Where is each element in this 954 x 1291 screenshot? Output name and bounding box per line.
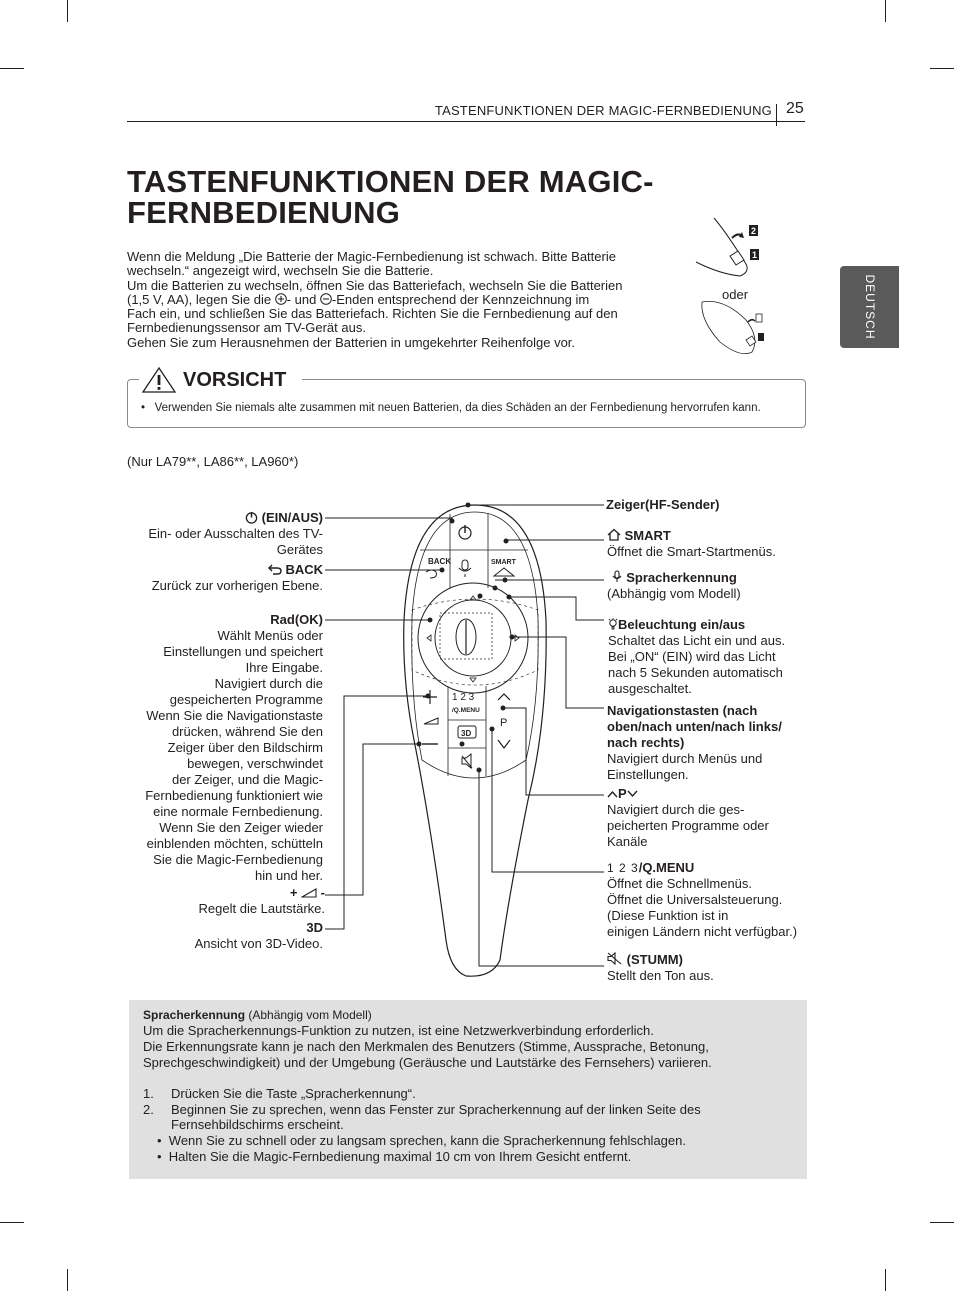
step-1-badge: 1 <box>751 250 758 260</box>
crop-mark <box>67 1269 68 1291</box>
chevron-up-icon <box>607 790 618 798</box>
note-title-suffix: (Abhängig vom Modell) <box>245 1008 372 1022</box>
step-text: Drücken Sie die Taste „Spracherkennung“. <box>171 1086 416 1101</box>
power-label <box>148 510 323 558</box>
step-text: Beginnen Sie zu sprechen, wenn das Fenster zur Spracherkennung auf der linken Seite des <box>171 1102 701 1117</box>
qmenu-desc: (Diese Funktion ist in <box>607 908 729 923</box>
three-d-label <box>195 920 323 952</box>
note-line: Um die Spracherkennungs-Funktion zu nutzen, ist eine Netzwerkverbindung erforderlich. <box>143 1023 654 1038</box>
navigation-label <box>607 703 782 783</box>
smart-desc: Öffnet die Smart-Startmenüs. <box>607 544 776 559</box>
back-desc: Zurück zur vorherigen Ebene. <box>151 578 323 593</box>
step-2-badge: 2 <box>750 226 757 236</box>
program-desc: peicherten Programme oder <box>607 818 769 833</box>
volume-ramp-icon <box>301 888 317 898</box>
program-desc: Navigiert durch die ges- <box>607 802 745 817</box>
or-label: oder <box>722 287 749 302</box>
microphone-icon <box>611 570 623 583</box>
three-d-button-label: 3D <box>461 729 472 738</box>
back-label <box>152 562 323 594</box>
language-tab-label: DEUTSCH <box>862 274 877 340</box>
power-icon <box>245 511 258 524</box>
program-title: P <box>618 786 627 801</box>
wheel-desc: drücken, während Sie den <box>171 724 323 739</box>
qmenu-label <box>607 860 797 940</box>
back-title: BACK <box>285 562 323 577</box>
intro-line: Wenn die Meldung „Die Batterie der Magic-Fernbedienung ist schwach. Bitte Batterie <box>127 249 616 264</box>
qmenu-desc: Öffnet die Schnellmenüs. <box>607 876 753 891</box>
crop-mark <box>930 1222 954 1223</box>
wheel-desc: Wenn Sie den Zeiger wieder <box>159 820 323 835</box>
wheel-desc: Wählt Menüs oder <box>217 628 323 643</box>
bullet-text: Halten Sie die Magic-Fernbedienung maximal 10 cm von Ihrem Gesicht entfernt. <box>168 1149 632 1164</box>
bullet-item: • Wenn Sie zu schnell oder zu langsam sprechen, kann die Spracherkennung fehlschlagen. <box>157 1133 686 1148</box>
intro-fragment: - und <box>286 291 320 307</box>
light-desc: ausgeschaltet. <box>608 681 692 696</box>
bullet-text: Wenn Sie zu schnell oder zu langsam sprechen, kann die Spracherkennung fehlschlagen. <box>168 1133 686 1148</box>
light-title: Beleuchtung ein/aus <box>618 617 746 632</box>
light-bulb-icon <box>608 618 618 630</box>
power-desc: Ein- oder Ausschalten des TV- <box>148 526 323 541</box>
mute-desc: Stellt den Ton aus. <box>607 968 714 983</box>
running-header: TASTENFUNKTIONEN DER MAGIC-FERNBEDIENUNG <box>434 103 772 118</box>
crop-mark <box>0 1222 24 1223</box>
navigation-desc: Einstellungen. <box>607 767 689 782</box>
wheel-desc: Sie die Magic-Fernbedienung <box>153 852 323 867</box>
smart-button-label: SMART <box>491 559 516 566</box>
wheel-desc: bewegen, verschwindet <box>187 756 323 771</box>
wheel-desc: Zeiger über den Bildschirm <box>167 740 323 755</box>
wheel-desc: einblenden möchten, schütteln <box>146 836 323 851</box>
wheel-desc: hin und her. <box>255 868 323 883</box>
page-title-line1: TASTENFUNKTIONEN DER MAGIC- <box>127 164 654 199</box>
home-icon <box>607 528 621 541</box>
step-number: 1. <box>143 1086 154 1101</box>
wheel-desc: Wenn Sie die Navigationstaste <box>146 708 323 723</box>
step-number: 2. <box>143 1102 154 1117</box>
qmenu-desc: einigen Ländern nicht verfügbar.) <box>607 924 798 939</box>
three-d-desc: Ansicht von 3D-Video. <box>194 936 323 951</box>
model-note: (Nur LA79**, LA86**, LA960*) <box>127 454 299 469</box>
qmenu-desc: Öffnet die Universalsteuerung. <box>607 892 783 907</box>
note-title: Spracherkennung <box>143 1008 246 1022</box>
back-arrow-icon <box>268 563 282 575</box>
wheel-title: Rad(OK) <box>270 612 323 627</box>
wheel-desc: Einstellungen und speichert <box>163 644 323 659</box>
caution-text: • Verwenden Sie niemals alte zusammen mit neuen Batterien, da dies Schäden an der Fernbedienung hervorrufen kann. <box>141 402 761 414</box>
voice-title: Spracherkennung <box>626 570 737 585</box>
caution-label: VORSICHT <box>183 369 287 391</box>
wheel-desc: eine normale Fernbedienung. <box>153 804 323 819</box>
caution-text-body: Verwenden Sie niemals alte zusammen mit neuen Batterien, da dies Schäden an der Fernbedienung hervorrufen kann. <box>154 402 761 414</box>
volume-desc: Regelt die Lautstärke. <box>198 901 325 916</box>
qmenu-digits-label: 1 2 3 <box>452 692 475 703</box>
voice-recognition-note <box>129 1000 807 1179</box>
step-text: Fernsehbildschirms erscheint. <box>171 1117 344 1132</box>
navigation-title: Navigationstasten (nach <box>607 703 758 718</box>
program-label <box>607 786 769 850</box>
voice-label <box>607 570 741 602</box>
crop-mark <box>885 1269 886 1291</box>
smart-label <box>607 528 776 560</box>
back-button-label: BACK <box>428 557 452 566</box>
qmenu-button-label: /Q.MENU <box>452 707 480 714</box>
intro-line: Fach ein, und schließen Sie das Batteriefach. Richten Sie die Fernbedienung auf den <box>127 306 618 322</box>
intro-line: Um die Batterien zu wechseln, öffnen Sie das Batteriefach, wechseln Sie die Batterien <box>127 277 623 293</box>
light-desc: nach 5 Sekunden automatisch <box>608 665 783 680</box>
power-title: (EIN/AUS) <box>261 510 323 525</box>
navigation-title: oben/nach unten/nach links/ <box>607 719 782 734</box>
wheel-desc: gespeicherten Programme <box>169 692 323 707</box>
page-number: 25 <box>786 100 804 117</box>
navigation-desc: Navigiert durch Menüs und <box>607 751 763 766</box>
note-line: Sprechgeschwindigkeit) und der Umgebung (Geräusche und Lautstärke des Fernsehers) variieren. <box>143 1055 712 1070</box>
program-button-label: P <box>500 717 508 729</box>
voice-desc: (Abhängig vom Modell) <box>607 586 741 601</box>
three-d-title: 3D <box>306 920 323 935</box>
intro-fragment: -Enden entsprechend der Kennzeichnung im <box>331 291 590 307</box>
volume-minus: - <box>320 885 325 900</box>
qmenu-title: /Q.MENU <box>638 860 695 875</box>
wheel-desc: Navigiert durch die <box>214 676 323 691</box>
light-desc: Schaltet das Licht ein und aus. <box>608 633 786 648</box>
pointer-label <box>606 497 719 513</box>
wheel-desc: der Zeiger, und die Magic- <box>171 772 323 787</box>
smart-title: SMART <box>624 528 671 543</box>
power-desc: Gerätes <box>276 542 323 557</box>
navigation-title: nach rechts) <box>607 735 685 750</box>
intro-line: Gehen Sie zum Herausnehmen der Batterien in umgekehrter Reihenfolge vor. <box>127 334 576 350</box>
note-heading <box>143 1008 372 1024</box>
qmenu-digits: 1 2 3 <box>607 861 639 875</box>
bullet-item: • Halten Sie die Magic-Fernbedienung maximal 10 cm von Ihrem Gesicht entfernt. <box>157 1149 632 1164</box>
intro-fragment: (1,5 V, AA), legen Sie die <box>127 291 275 307</box>
note-line: Die Erkennungsrate kann je nach den Merkmalen des Benutzers (Stimme, Aussprache, Betonung, <box>143 1039 709 1054</box>
light-label <box>608 617 785 697</box>
mute-label <box>607 952 714 984</box>
wheel-desc: Fernbedienung funktioniert wie <box>145 788 323 803</box>
wheel-label <box>145 612 323 884</box>
wheel-desc: Ihre Eingabe. <box>245 660 323 675</box>
pointer-title: Zeiger(HF-Sender) <box>606 497 720 512</box>
page-title-line2: FERNBEDIENUNG <box>127 195 401 230</box>
chevron-down-icon <box>627 790 638 798</box>
intro-line: wechseln.“ angezeigt wird, wechseln Sie die Batterie. <box>127 263 434 279</box>
intro-line: Fernbedienungssensor am TV-Gerät aus. <box>127 320 366 336</box>
volume-label <box>199 885 325 917</box>
light-desc: Bei „ON“ (EIN) wird das Licht <box>608 649 776 664</box>
program-desc: Kanäle <box>607 834 648 849</box>
mute-title: (STUMM) <box>626 952 683 967</box>
mute-icon <box>607 952 623 965</box>
volume-plus: + <box>289 885 298 900</box>
